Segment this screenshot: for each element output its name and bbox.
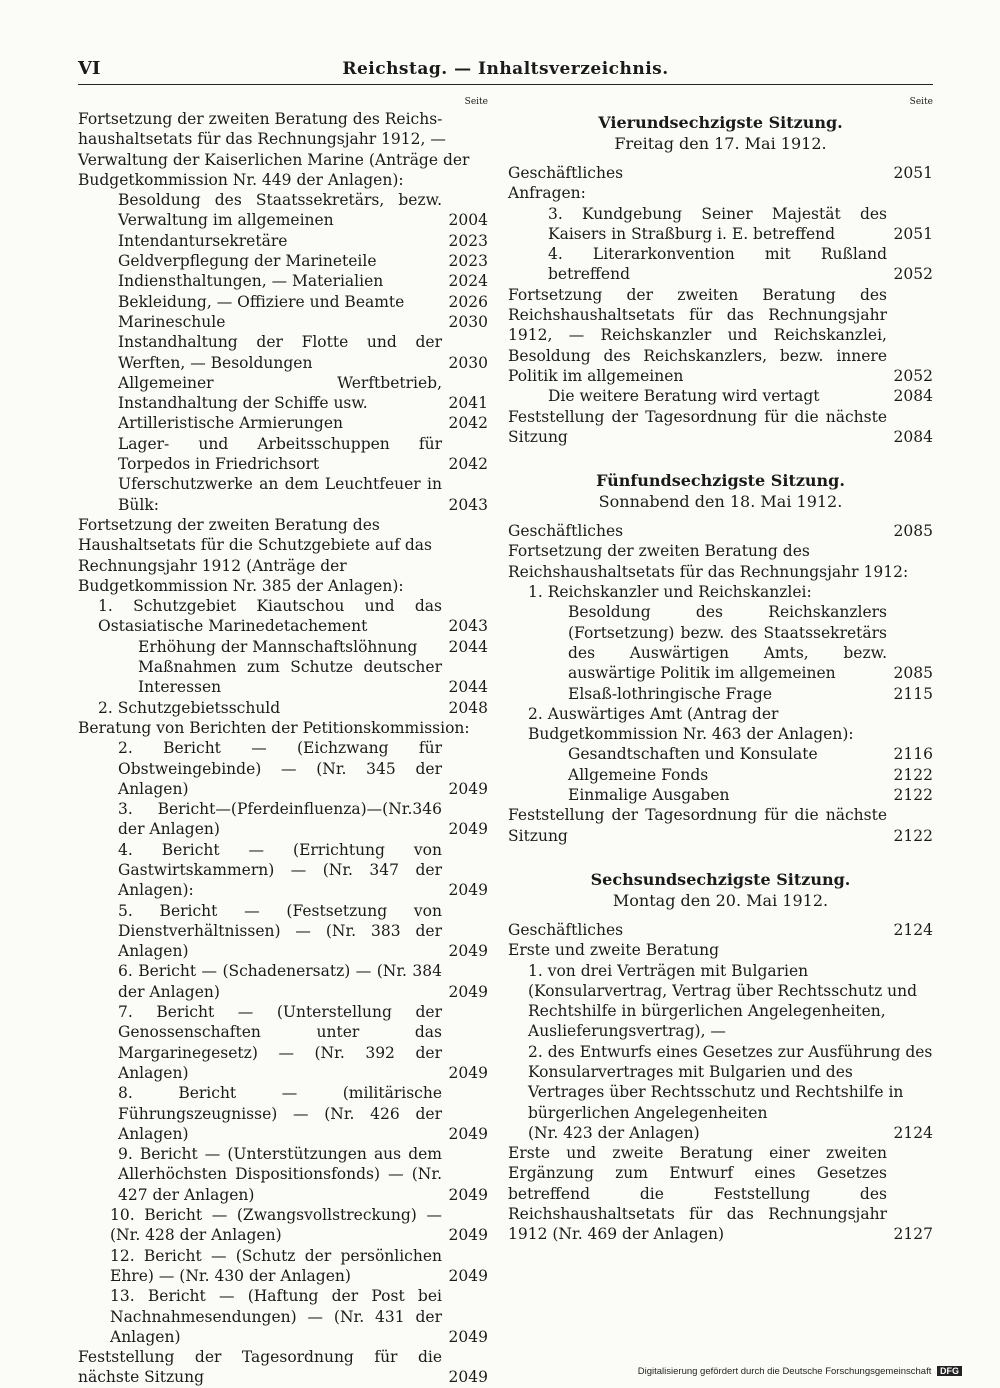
toc-entry-text: Marineschule xyxy=(118,312,226,331)
toc-page-number: 2085 xyxy=(893,522,933,541)
toc-entry xyxy=(78,1083,488,1144)
toc-entry xyxy=(508,961,933,1042)
session-date: Freitag den 17. Mai 1912. xyxy=(614,134,827,153)
toc-entry-text: 5. Bericht — (Festsetzung von Dienstverhältnissen) — (Nr. 383 der Anlagen) xyxy=(118,901,442,961)
toc-entry xyxy=(508,744,933,764)
right-column xyxy=(508,95,933,1245)
section-gap xyxy=(508,447,933,467)
toc-page-number: 2124 xyxy=(893,1123,933,1142)
seite-label: Seite xyxy=(464,97,488,107)
toc-entry xyxy=(508,940,933,960)
session-title: Fünfundsechzigste Sitzung. xyxy=(596,471,845,491)
toc-entry-text: Besoldung des Staatssekretärs, bezw. Verwaltung im allgemeinen xyxy=(118,191,442,230)
toc-entry xyxy=(508,805,933,846)
toc-entry xyxy=(78,292,488,312)
toc-page-number: 2084 xyxy=(893,427,933,446)
toc-entry xyxy=(78,434,488,475)
toc-page-number: 2044 xyxy=(448,637,488,656)
section-gap xyxy=(508,846,933,866)
session-date: Sonnabend den 18. Mai 1912. xyxy=(598,492,843,512)
toc-entry-text: 12. Bericht — (Schutz der persönlichen Ehre) — (Nr. 430 der Anlagen) xyxy=(110,1246,442,1285)
toc-entry-text: Lager- und Arbeitsschuppen für Torpedos in Friedrichsort xyxy=(118,434,442,474)
toc-entry-text: Die weitere Beratung wird vertagt xyxy=(548,387,820,406)
toc-entry xyxy=(508,704,933,745)
toc-entry-text: 4. Bericht — (Errichtung von Gastwirtskammern) — (Nr. 347 der Anlagen): xyxy=(118,840,442,900)
toc-entry-text: Erste und zweite Beratung einer zweiten Ergänzung zum Entwurf eines Gesetzes betreffend die Feststellung des Reichshaushaltsetats für das Rechnungsjahr 1912 (Nr. 469 der Anlagen) xyxy=(508,1144,887,1244)
toc-entry xyxy=(508,1143,933,1244)
toc-entry xyxy=(508,785,933,805)
toc-page-number: 2049 xyxy=(448,881,488,900)
toc-entry xyxy=(78,961,488,1002)
toc-entry-text: Geldverpflegung der Marineteile xyxy=(118,252,377,271)
toc-page-number: 2127 xyxy=(893,1225,933,1244)
toc-page-number: 2043 xyxy=(448,495,488,514)
toc-entry xyxy=(508,204,933,245)
running-head: Reichstag. — Inhaltsverzeichnis. xyxy=(342,59,669,79)
toc-entry-text: Maßnahmen zum Schutze deutscher Interessen xyxy=(138,658,442,697)
toc-page-number: 2030 xyxy=(448,353,488,372)
toc-entry xyxy=(508,684,933,704)
toc-entry xyxy=(78,738,488,799)
toc-entry-text: 4. Literarkonvention mit Rußland betreffend xyxy=(548,245,887,284)
toc-page-number: 2042 xyxy=(448,414,488,433)
toc-entry xyxy=(78,596,488,637)
toc-entry-text: Einmalige Ausgaben xyxy=(568,786,730,805)
toc-page-number: 2024 xyxy=(448,272,488,291)
left-entries xyxy=(78,109,488,1388)
toc-entry xyxy=(78,515,488,596)
toc-entry-text: Intendantursekretäre xyxy=(118,231,288,250)
session-section xyxy=(508,846,933,1245)
toc-page-number: 2043 xyxy=(448,617,488,636)
toc-entry-text: Feststellung der Tagesordnung für die nächste Sitzung xyxy=(78,1348,442,1387)
toc-entry xyxy=(78,251,488,271)
toc-page-number: 2051 xyxy=(893,224,933,243)
toc-entry-text: 3. Bericht—(Pferdeinfluenza)—(Nr.346 der Anlagen) xyxy=(118,800,442,839)
toc-entry xyxy=(78,109,488,190)
toc-entry-text: Geschäftliches xyxy=(508,920,624,939)
toc-page-number: 2049 xyxy=(448,1063,488,1082)
toc-entry xyxy=(508,602,933,683)
toc-entry xyxy=(78,271,488,291)
toc-page-number: 2004 xyxy=(448,211,488,230)
toc-entry-text: 9. Bericht — (Unterstützungen aus dem Allerhöchsten Dispositionsfonds) — (Nr. 427 der Anlagen) xyxy=(118,1145,442,1204)
toc-page-number: 2044 xyxy=(448,678,488,697)
toc-entry xyxy=(78,474,488,515)
toc-entry xyxy=(508,1123,933,1143)
toc-entry-text: Geschäftliches xyxy=(508,522,624,541)
toc-entry-text: Gesandtschaften und Konsulate xyxy=(568,745,818,764)
toc-page-number: 2049 xyxy=(448,779,488,798)
toc-entry-text: 2. Bericht — (Eichzwang für Obstweingebinde) — (Nr. 345 der Anlagen) xyxy=(118,739,442,798)
toc-entry xyxy=(78,840,488,901)
toc-page-number: 2115 xyxy=(893,684,933,703)
toc-entry-text: Erhöhung der Mannschaftslöhnung xyxy=(138,637,418,656)
toc-page-number: 2041 xyxy=(448,394,488,413)
toc-page-number: 2051 xyxy=(893,164,933,182)
toc-entry-text: 13. Bericht — (Haftung der Post bei Nachnahmesendungen) — (Nr. 431 der Anlagen) xyxy=(110,1287,442,1346)
toc-entry xyxy=(78,657,488,698)
toc-entry xyxy=(78,1246,488,1287)
toc-entry xyxy=(78,373,488,414)
toc-page-number: 2030 xyxy=(448,312,488,331)
session-title: Vierundsechzigste Sitzung. xyxy=(598,113,843,132)
toc-page-number: 2085 xyxy=(893,664,933,683)
toc-entry-text: Instandhaltung der Flotte und der Werften, — Besoldungen xyxy=(118,333,442,372)
toc-page-number: 2049 xyxy=(448,1368,488,1387)
toc-page-number: 2023 xyxy=(448,231,488,250)
toc-entry-text: 6. Bericht — (Schadenersatz) — (Nr. 384 der Anlagen) xyxy=(118,962,442,1001)
toc-entry xyxy=(508,407,933,448)
toc-page-number: 2122 xyxy=(893,786,933,805)
toc-entry-text: Bekleidung, — Offiziere und Beamte xyxy=(118,292,405,311)
toc-page-number: 2124 xyxy=(893,920,933,939)
toc-entry-text: Uferschutzwerke an dem Leuchtfeuer in Bülk: xyxy=(118,475,442,514)
toc-entry xyxy=(508,285,933,386)
toc-entry-text: 2. Auswärtiges Amt (Antrag der Budgetkommission Nr. 463 der Anlagen): xyxy=(528,704,854,744)
session-section xyxy=(508,113,933,447)
toc-entry-text: Anfragen: xyxy=(508,184,586,203)
toc-page-number: 2084 xyxy=(893,387,933,406)
toc-entry xyxy=(78,901,488,962)
toc-entry xyxy=(78,231,488,251)
toc-page-number: 2049 xyxy=(448,1327,488,1346)
toc-entry-text: Elsaß-lothringische Frage xyxy=(568,684,773,703)
seite-label: Seite xyxy=(909,97,933,107)
toc-entry xyxy=(508,765,933,785)
toc-entry-text: 1. Schutzgebiet Kiautschou und das Ostasiatische Marinedetachement xyxy=(98,597,442,636)
toc-entry-text: 3. Kundgebung Seiner Majestät des Kaisers in Straßburg i. E. betreffend xyxy=(548,204,887,243)
toc-page-number: 2023 xyxy=(448,252,488,271)
dfg-logo: DFG xyxy=(937,1366,962,1376)
toc-page-number: 2122 xyxy=(893,765,933,784)
toc-entry-text: Artilleristische Armierungen xyxy=(118,414,343,433)
toc-entry xyxy=(508,244,933,285)
toc-page-number: 2049 xyxy=(448,982,488,1001)
toc-entry-text: Fortsetzung der zweiten Beratung des Reichshaushaltsetats für das Rechnungsjahr 1912, — Reichskanzler und Reichskanzlei, Besoldung des Reichskanzlers, bezw. innere Politik im allgemeinen xyxy=(508,285,887,385)
toc-entry xyxy=(78,1347,488,1388)
toc-entry xyxy=(508,163,933,183)
session-title: Sechsundsechzigste Sitzung. xyxy=(590,869,851,889)
toc-entry xyxy=(508,541,933,582)
session-section xyxy=(508,447,933,846)
toc-entry xyxy=(508,1042,933,1123)
toc-entry-text: Geschäftliches xyxy=(508,164,624,182)
toc-entry-text: Fortsetzung der zweiten Beratung des Haushaltsetats für die Schutzgebiete auf das Rechnungsjahr 1912 (Anträge der Budgetkommission Nr. 385 der Anlagen): xyxy=(78,515,432,595)
toc-entry xyxy=(508,521,933,541)
toc-entry xyxy=(78,799,488,840)
toc-page-number: 2049 xyxy=(448,1266,488,1285)
toc-entry xyxy=(508,582,933,602)
toc-entry xyxy=(78,698,488,718)
toc-page-number: 2049 xyxy=(448,942,488,961)
toc-entry-text: 8. Bericht — (militärische Führungszeugnisse) — (Nr. 426 der Anlagen) xyxy=(118,1084,442,1143)
toc-page-number: 2116 xyxy=(893,745,933,764)
toc-entry-text: Erste und zweite Beratung xyxy=(508,941,720,960)
toc-page-number: 2052 xyxy=(893,265,933,284)
toc-entry xyxy=(508,920,933,940)
toc-entry xyxy=(78,1205,488,1246)
toc-page-number: 2042 xyxy=(448,455,488,474)
toc-entry-text: 7. Bericht — (Unterstellung der Genossenschaften unter das Margarinegesetz) — (Nr. 392 der Anlagen) xyxy=(118,1003,442,1082)
toc-entry xyxy=(78,332,488,373)
toc-entry-text: Allgemeiner Werftbetrieb, Instandhaltung der Schiffe usw. xyxy=(118,373,442,413)
page-header xyxy=(78,58,933,85)
toc-entry-text: Feststellung der Tagesordnung für die nächste Sitzung xyxy=(508,407,887,446)
toc-entry xyxy=(78,1002,488,1083)
toc-page-number: 2026 xyxy=(448,292,488,311)
toc-entry xyxy=(78,1286,488,1347)
left-column xyxy=(78,95,488,1388)
toc-entry-text: Indiensthaltungen, — Materialien xyxy=(118,272,384,291)
toc-page-number: 2122 xyxy=(893,826,933,845)
toc-page-number: 2049 xyxy=(448,1124,488,1143)
toc-entry xyxy=(78,1144,488,1205)
page-number: VI xyxy=(78,58,101,79)
toc-entry xyxy=(78,312,488,332)
toc-page-number: 2049 xyxy=(448,1226,488,1245)
toc-entry xyxy=(508,183,933,203)
toc-entry-text: Allgemeine Fonds xyxy=(568,765,709,784)
toc-entry xyxy=(78,637,488,657)
toc-entry-text: Fortsetzung der zweiten Beratung des Reichs-haushaltsetats für das Rechnungsjahr 1912, — Verwaltung der Kaiserlichen Marine (Anträge der Budgetkommission Nr. 449 der Anlagen): xyxy=(78,110,470,189)
toc-entry-text: Feststellung der Tagesordnung für die nächste Sitzung xyxy=(508,806,887,845)
session-date: Montag den 20. Mai 1912. xyxy=(612,890,829,910)
toc-page-number: 2052 xyxy=(893,366,933,385)
toc-entry-text: (Nr. 423 der Anlagen) xyxy=(528,1123,700,1142)
toc-page-number: 2048 xyxy=(448,698,488,717)
toc-page-number: 2049 xyxy=(448,820,488,839)
toc-entry xyxy=(78,413,488,433)
toc-entry-text: 1. Reichskanzler und Reichskanzlei: xyxy=(528,583,812,602)
toc-entry xyxy=(78,718,488,738)
toc-entry-text: 2. des Entwurfs eines Gesetzes zur Ausführung des Konsularvertrages mit Bulgarien und des Vertrages über Rechtsschutz und Rechtshilfe in bürgerlichen Angelegenheiten xyxy=(528,1042,933,1122)
footer-credit-text: Digitalisierung gefördert durch die Deutsche Forschungsgemeinschaft xyxy=(637,1366,932,1377)
toc-entry-text: 10. Bericht — (Zwangsvollstreckung) — (Nr. 428 der Anlagen) xyxy=(110,1206,442,1245)
toc-entry xyxy=(508,386,933,406)
toc-entry-text: Fortsetzung der zweiten Beratung des Reichshaushaltsetats für das Rechnungsjahr 1912: xyxy=(508,542,909,581)
footer-credit xyxy=(638,1366,962,1377)
toc-entry-text: 1. von drei Verträgen mit Bulgarien (Konsularvertrag, Vertrag über Rechtsschutz und Rechtshilfe in bürgerlichen Angelegenheiten, Auslieferungsvertrag), — xyxy=(528,961,918,1041)
toc-entry-text: Besoldung des Reichskanzlers (Fortsetzung) bezw. des Staatssekretärs des Auswärtigen Amts, bezw. auswärtige Politik im allgemeinen xyxy=(568,603,887,683)
toc-entry-text: 2. Schutzgebietsschuld xyxy=(98,698,281,717)
toc-page-number: 2049 xyxy=(448,1185,488,1204)
right-sessions xyxy=(508,113,933,1245)
toc-entry xyxy=(78,190,488,231)
toc-entry-text: Beratung von Berichten der Petitionskommission: xyxy=(78,718,470,737)
